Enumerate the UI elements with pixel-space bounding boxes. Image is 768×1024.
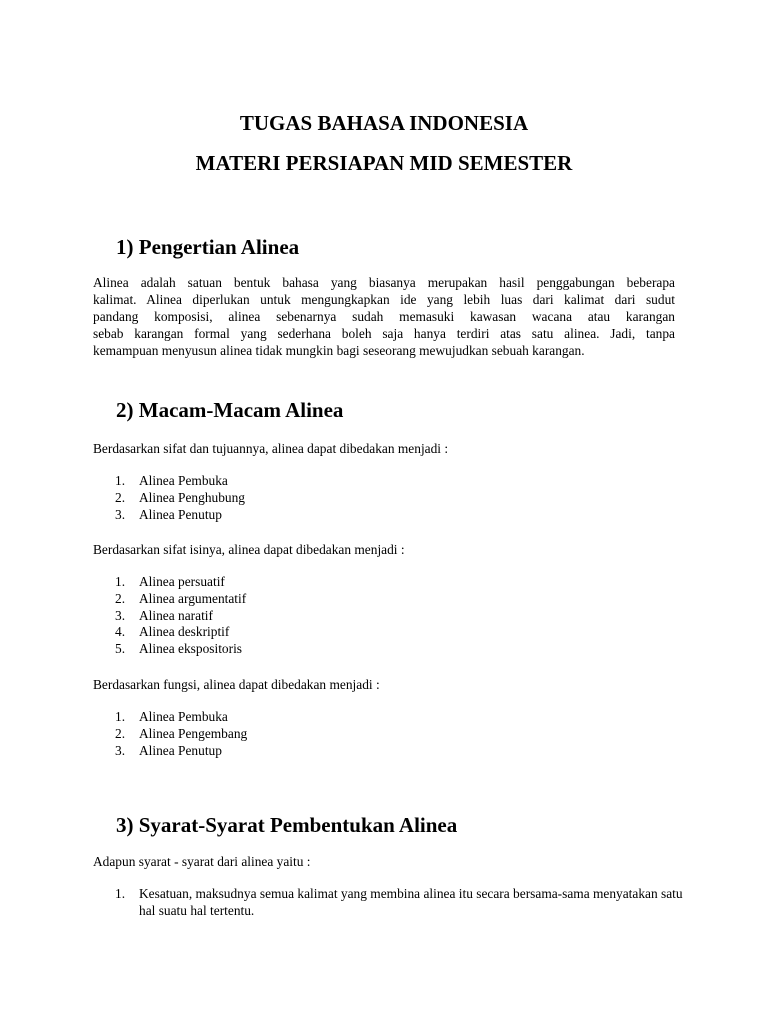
section-heading-macam: 2) Macam-Macam Alinea — [116, 398, 344, 422]
list-item: 2. Alinea argumentatif — [115, 590, 247, 606]
paragraph-line: Alinea adalah satuan bentuk bahasa yang biasanya merupakan hasil penggabungan beberapa — [93, 275, 675, 290]
list-item: 2. Alinea Pengembang — [115, 725, 248, 741]
paragraph-line: kemampuan menyusun alinea tidak mungkin bagi seseorang mewujudkan sebuah karangan. — [93, 343, 585, 358]
list-intro-isi: Berdasarkan sifat isinya, alinea dapat dibedakan menjadi : — [93, 542, 405, 557]
list-item: 5. Alinea ekspositoris — [115, 641, 243, 657]
list-alinea-fungsi — [0, 709, 247, 759]
list-intro-tujuan: Berdasarkan sifat dan tujuannya, alinea dapat dibedakan menjadi : — [93, 441, 449, 456]
document-subtitle: MATERI PERSIAPAN MID SEMESTER — [195, 151, 573, 175]
list-intro-fungsi: Berdasarkan fungsi, alinea dapat dibedakan menjadi : — [93, 677, 380, 692]
list-alinea-tujuan — [0, 473, 245, 523]
list-alinea-isi — [0, 574, 246, 658]
list-item: 3. Alinea Penutup — [115, 506, 222, 522]
section-heading-pengertian: 1) Pengertian Alinea — [116, 235, 300, 259]
paragraph-line: kalimat. Alinea diperlukan untuk mengungkapkan ide yang lebih luas dari kalimat dari sudut — [93, 292, 675, 307]
list-item: 3. Alinea naratif — [115, 607, 213, 623]
paragraph-line: sebab karangan formal yang sederhana boleh saja hanya terdiri atas satu alinea. Jadi, tanpa — [93, 326, 675, 341]
list-item: 4. Alinea deskriptif — [115, 624, 230, 640]
section-heading-syarat: 3) Syarat-Syarat Pembentukan Alinea — [116, 813, 458, 837]
list-item: 2. Alinea Penghubung — [115, 489, 245, 505]
list-syarat — [0, 886, 689, 920]
section-paragraph-pengertian — [93, 274, 675, 359]
document-title: TUGAS BAHASA INDONESIA — [239, 111, 529, 135]
list-item: 1. Alinea Pembuka — [115, 473, 228, 488]
list-item: 1. Kesatuan, maksudnya semua kalimat yang membina alinea itu secara bersama-sama menyatakan satu hal suatu hal tertentu. — [115, 886, 683, 918]
list-intro-syarat: Adapun syarat - syarat dari alinea yaitu : — [93, 854, 311, 869]
list-item: 1. Alinea persuatif — [115, 574, 225, 589]
list-item: 1. Alinea Pembuka — [115, 709, 228, 724]
list-item: 3. Alinea Penutup — [115, 742, 222, 758]
paragraph-line: pandang komposisi, alinea sebenarnya sudah memasuki kawasan wacana atau karangan — [93, 309, 675, 324]
